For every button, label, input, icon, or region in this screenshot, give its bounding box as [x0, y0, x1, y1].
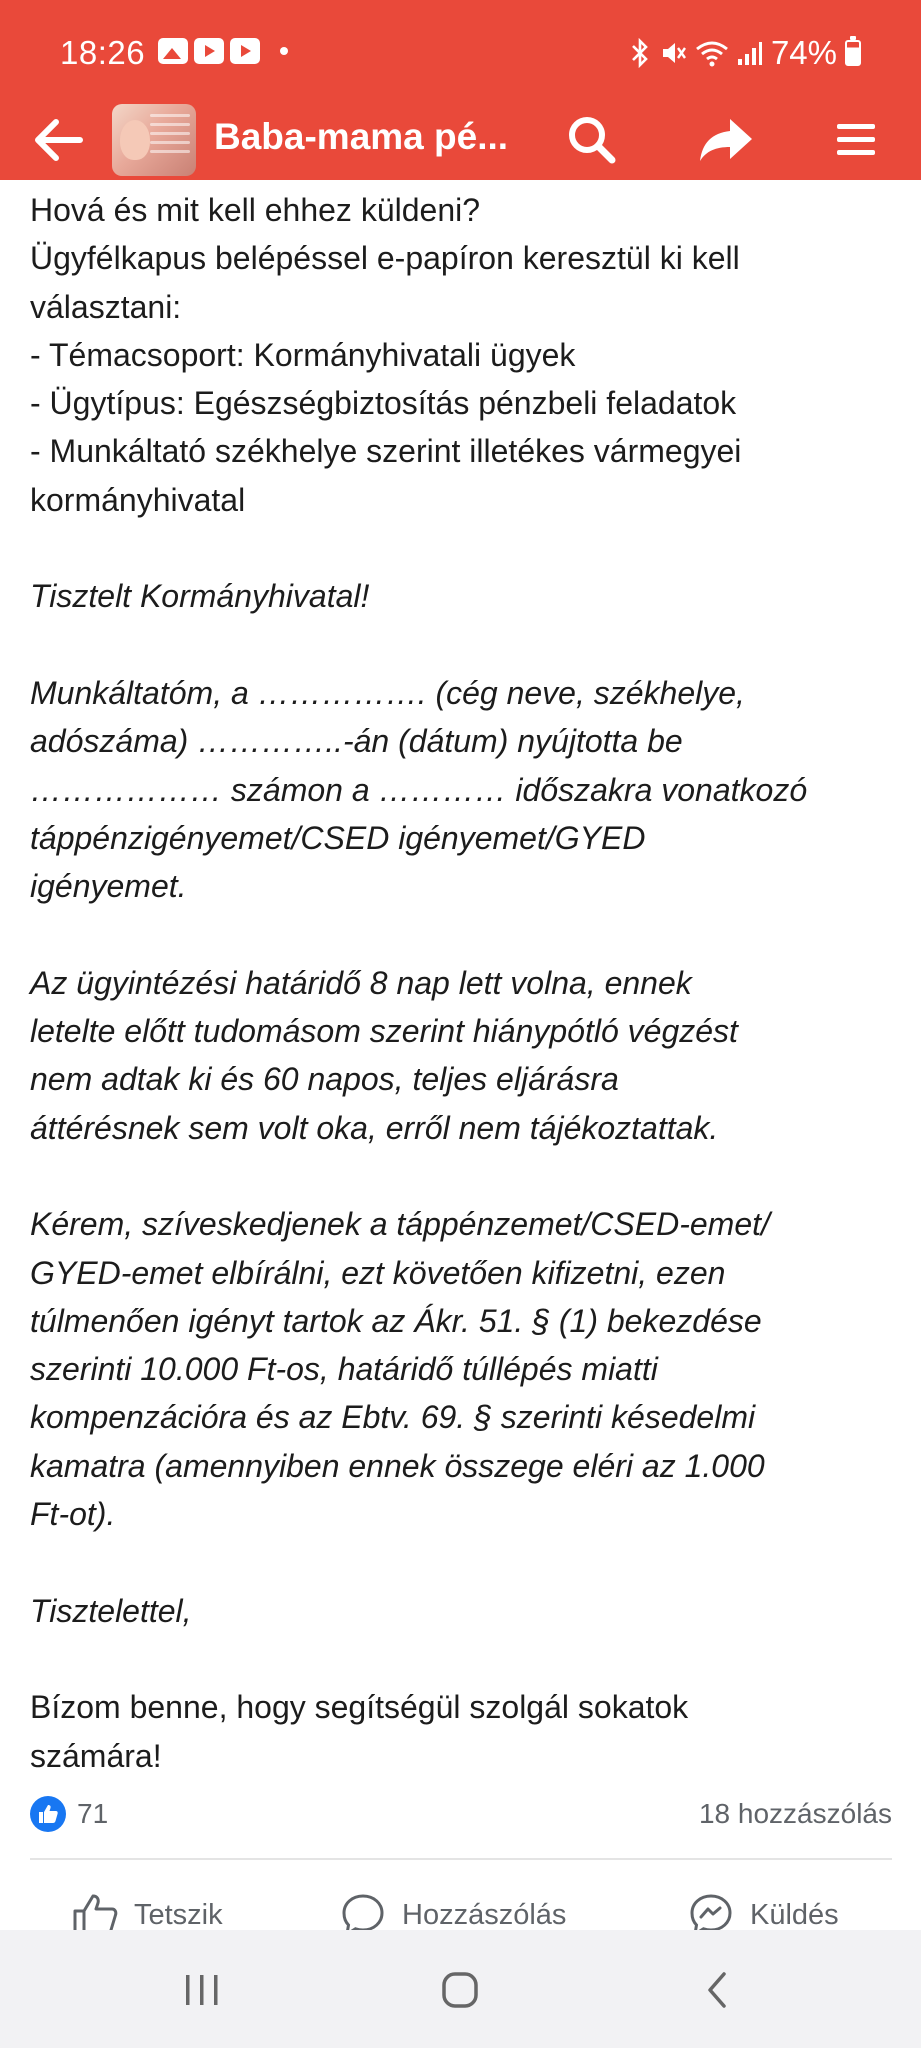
post-line: táppénzigényemet/CSED igényemet/GYED [30, 819, 646, 856]
mute-icon [659, 39, 687, 67]
post-body [30, 186, 896, 1780]
reactions-row [30, 1789, 892, 1839]
group-title[interactable]: Baba-mama pé... [214, 116, 509, 157]
post-line: igényemet. [30, 868, 187, 905]
post-line: számára! [30, 1737, 162, 1774]
post-paragraph [30, 959, 896, 1152]
battery-icon [845, 40, 861, 66]
search-icon [567, 115, 617, 165]
youtube-icon [194, 38, 224, 64]
status-bar [0, 0, 921, 100]
system-back-button[interactable] [678, 1960, 758, 2020]
post-line: szerinti 10.000 Ft-os, határidő túllépés miatti [30, 1351, 658, 1388]
home-icon [440, 1970, 480, 2010]
post-line: Tisztelt Kormányhivatal! [30, 578, 370, 615]
share-button[interactable] [696, 110, 756, 170]
post-line: Kérem, szíveskedjenek a táppénzemet/CSED-emet/ [30, 1206, 770, 1243]
post-line: Hová és mit kell ehhez küldeni? [30, 192, 481, 228]
post-line: túlmenően igényt tartok az Ákr. 51. § (1) bekezdése [30, 1302, 762, 1339]
post-line: ……………… számon a ………… időszakra vonatkozó [30, 771, 808, 808]
post-line: Bízom benne, hogy segítségül szolgál sokatok [30, 1689, 689, 1726]
post-line: Az ügyintézési határidő 8 nap lett volna, ennek [30, 964, 692, 1001]
post-paragraph [30, 186, 896, 524]
avatar-face [120, 120, 150, 160]
recent-apps-button[interactable] [162, 1960, 242, 2020]
status-notification-icons [158, 38, 288, 64]
menu-button[interactable] [826, 110, 886, 170]
like-reaction-badge[interactable] [30, 1796, 66, 1832]
notification-dot-icon [280, 47, 288, 55]
post-line: kamatra (amennyiben ennek összege eléri az 1.000 [30, 1447, 765, 1484]
thumbs-up-icon [37, 1803, 59, 1825]
send-label: Küldés [750, 1898, 839, 1931]
post-line: adószáma) …………..-án (dátum) nyújtotta be [30, 723, 683, 760]
post-line: letelte előtt tudomásom szerint hiánypótló végzést [30, 1013, 738, 1050]
status-time: 18:26 [60, 34, 146, 71]
divider [30, 1858, 892, 1860]
post-paragraph [30, 1587, 896, 1635]
post-line: választani: [30, 288, 182, 325]
post-line: Tisztelettel, [30, 1592, 192, 1629]
wifi-icon [695, 39, 729, 67]
post-line: Ft-ot). [30, 1496, 116, 1533]
post-line: - Témacsoport: Kormányhivatali ügyek [30, 336, 576, 373]
post-paragraph [30, 1683, 896, 1780]
post-paragraph [30, 572, 896, 620]
photo-icon [158, 38, 188, 64]
hamburger-menu-icon [835, 120, 877, 160]
post-line: Ügyfélkapus belépéssel e-papíron keresztül ki kell [30, 240, 740, 277]
like-label: Tetszik [134, 1898, 223, 1931]
post-line: GYED-emet elbírálni, ezt követően kifizetni, ezen [30, 1254, 726, 1291]
post-line: Munkáltatóm, a ……………. (cég neve, székhelye, [30, 674, 745, 711]
bluetooth-icon [629, 38, 651, 68]
post-line: kompenzációra és az Ebtv. 69. § szerinti késedelmi [30, 1399, 756, 1436]
avatar-text-lines [150, 114, 190, 159]
post-line: nem adtak ki és 60 napos, teljes eljárásra [30, 1061, 619, 1098]
post-paragraph [30, 669, 896, 910]
comment-count[interactable]: 18 hozzászólás [698, 1798, 892, 1829]
recent-apps-icon [182, 1970, 222, 2010]
back-button[interactable] [28, 112, 88, 168]
app-bar [0, 100, 921, 180]
post-line: - Munkáltató székhelye szerint illetékes vármegyei [30, 433, 742, 470]
post-line: - Ügytípus: Egészségbiztosítás pénzbeli feladatok [30, 385, 737, 422]
system-navigation-bar [0, 1930, 921, 2048]
share-arrow-icon [698, 115, 754, 165]
post-line: kormányhivatal [30, 481, 246, 518]
group-avatar[interactable] [112, 104, 196, 176]
youtube-icon [230, 38, 260, 64]
back-chevron-icon [698, 1970, 738, 2010]
status-system-icons [629, 34, 861, 72]
back-arrow-icon [32, 118, 84, 162]
comment-label: Hozzászólás [402, 1898, 567, 1931]
search-button[interactable] [562, 110, 622, 170]
signal-icon [737, 39, 763, 67]
battery-percent: 74% [770, 34, 837, 71]
post-line: áttérésnek sem volt oka, erről nem tájékoztattak. [30, 1109, 719, 1146]
like-count[interactable]: 71 [77, 1798, 109, 1829]
post-paragraph [30, 1200, 896, 1538]
home-button[interactable] [420, 1960, 500, 2020]
